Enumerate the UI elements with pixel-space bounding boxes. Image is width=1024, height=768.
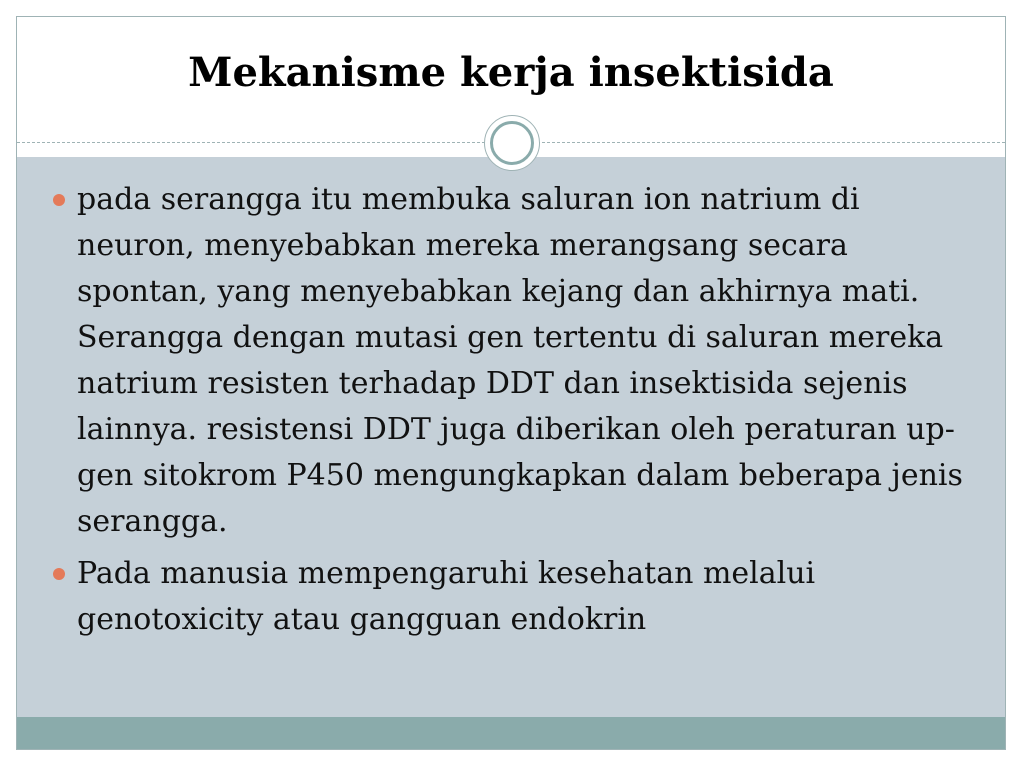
footer-bar	[17, 717, 1005, 750]
slide-title: Mekanisme kerja insektisida	[188, 49, 834, 96]
bullet-text: pada serangga itu membuka saluran ion natrium di neuron, menyebabkan mereka merangsang secara spontan, yang menyebabkan kejang dan akhirnya mati. Serangga dengan mutasi gen tertentu di saluran mereka natrium resisten terhadap DDT dan insektisida sejenis lainnya. resistensi DDT juga diberikan oleh peraturan up-gen sitokrom P450 mengungkapkan dalam beberapa jenis serangga.	[77, 182, 963, 539]
divider-circle-icon	[484, 115, 540, 171]
bullet-dot-icon	[53, 568, 65, 580]
slide-frame	[16, 16, 1006, 750]
bullet-list	[53, 177, 973, 649]
bullet-dot-icon	[53, 194, 65, 206]
list-item	[53, 177, 973, 545]
list-item	[53, 551, 973, 643]
bullet-text: Pada manusia mempengaruhi kesehatan melalui genotoxicity atau gangguan endokrin	[77, 556, 816, 637]
divider-circle-ring	[490, 121, 534, 165]
